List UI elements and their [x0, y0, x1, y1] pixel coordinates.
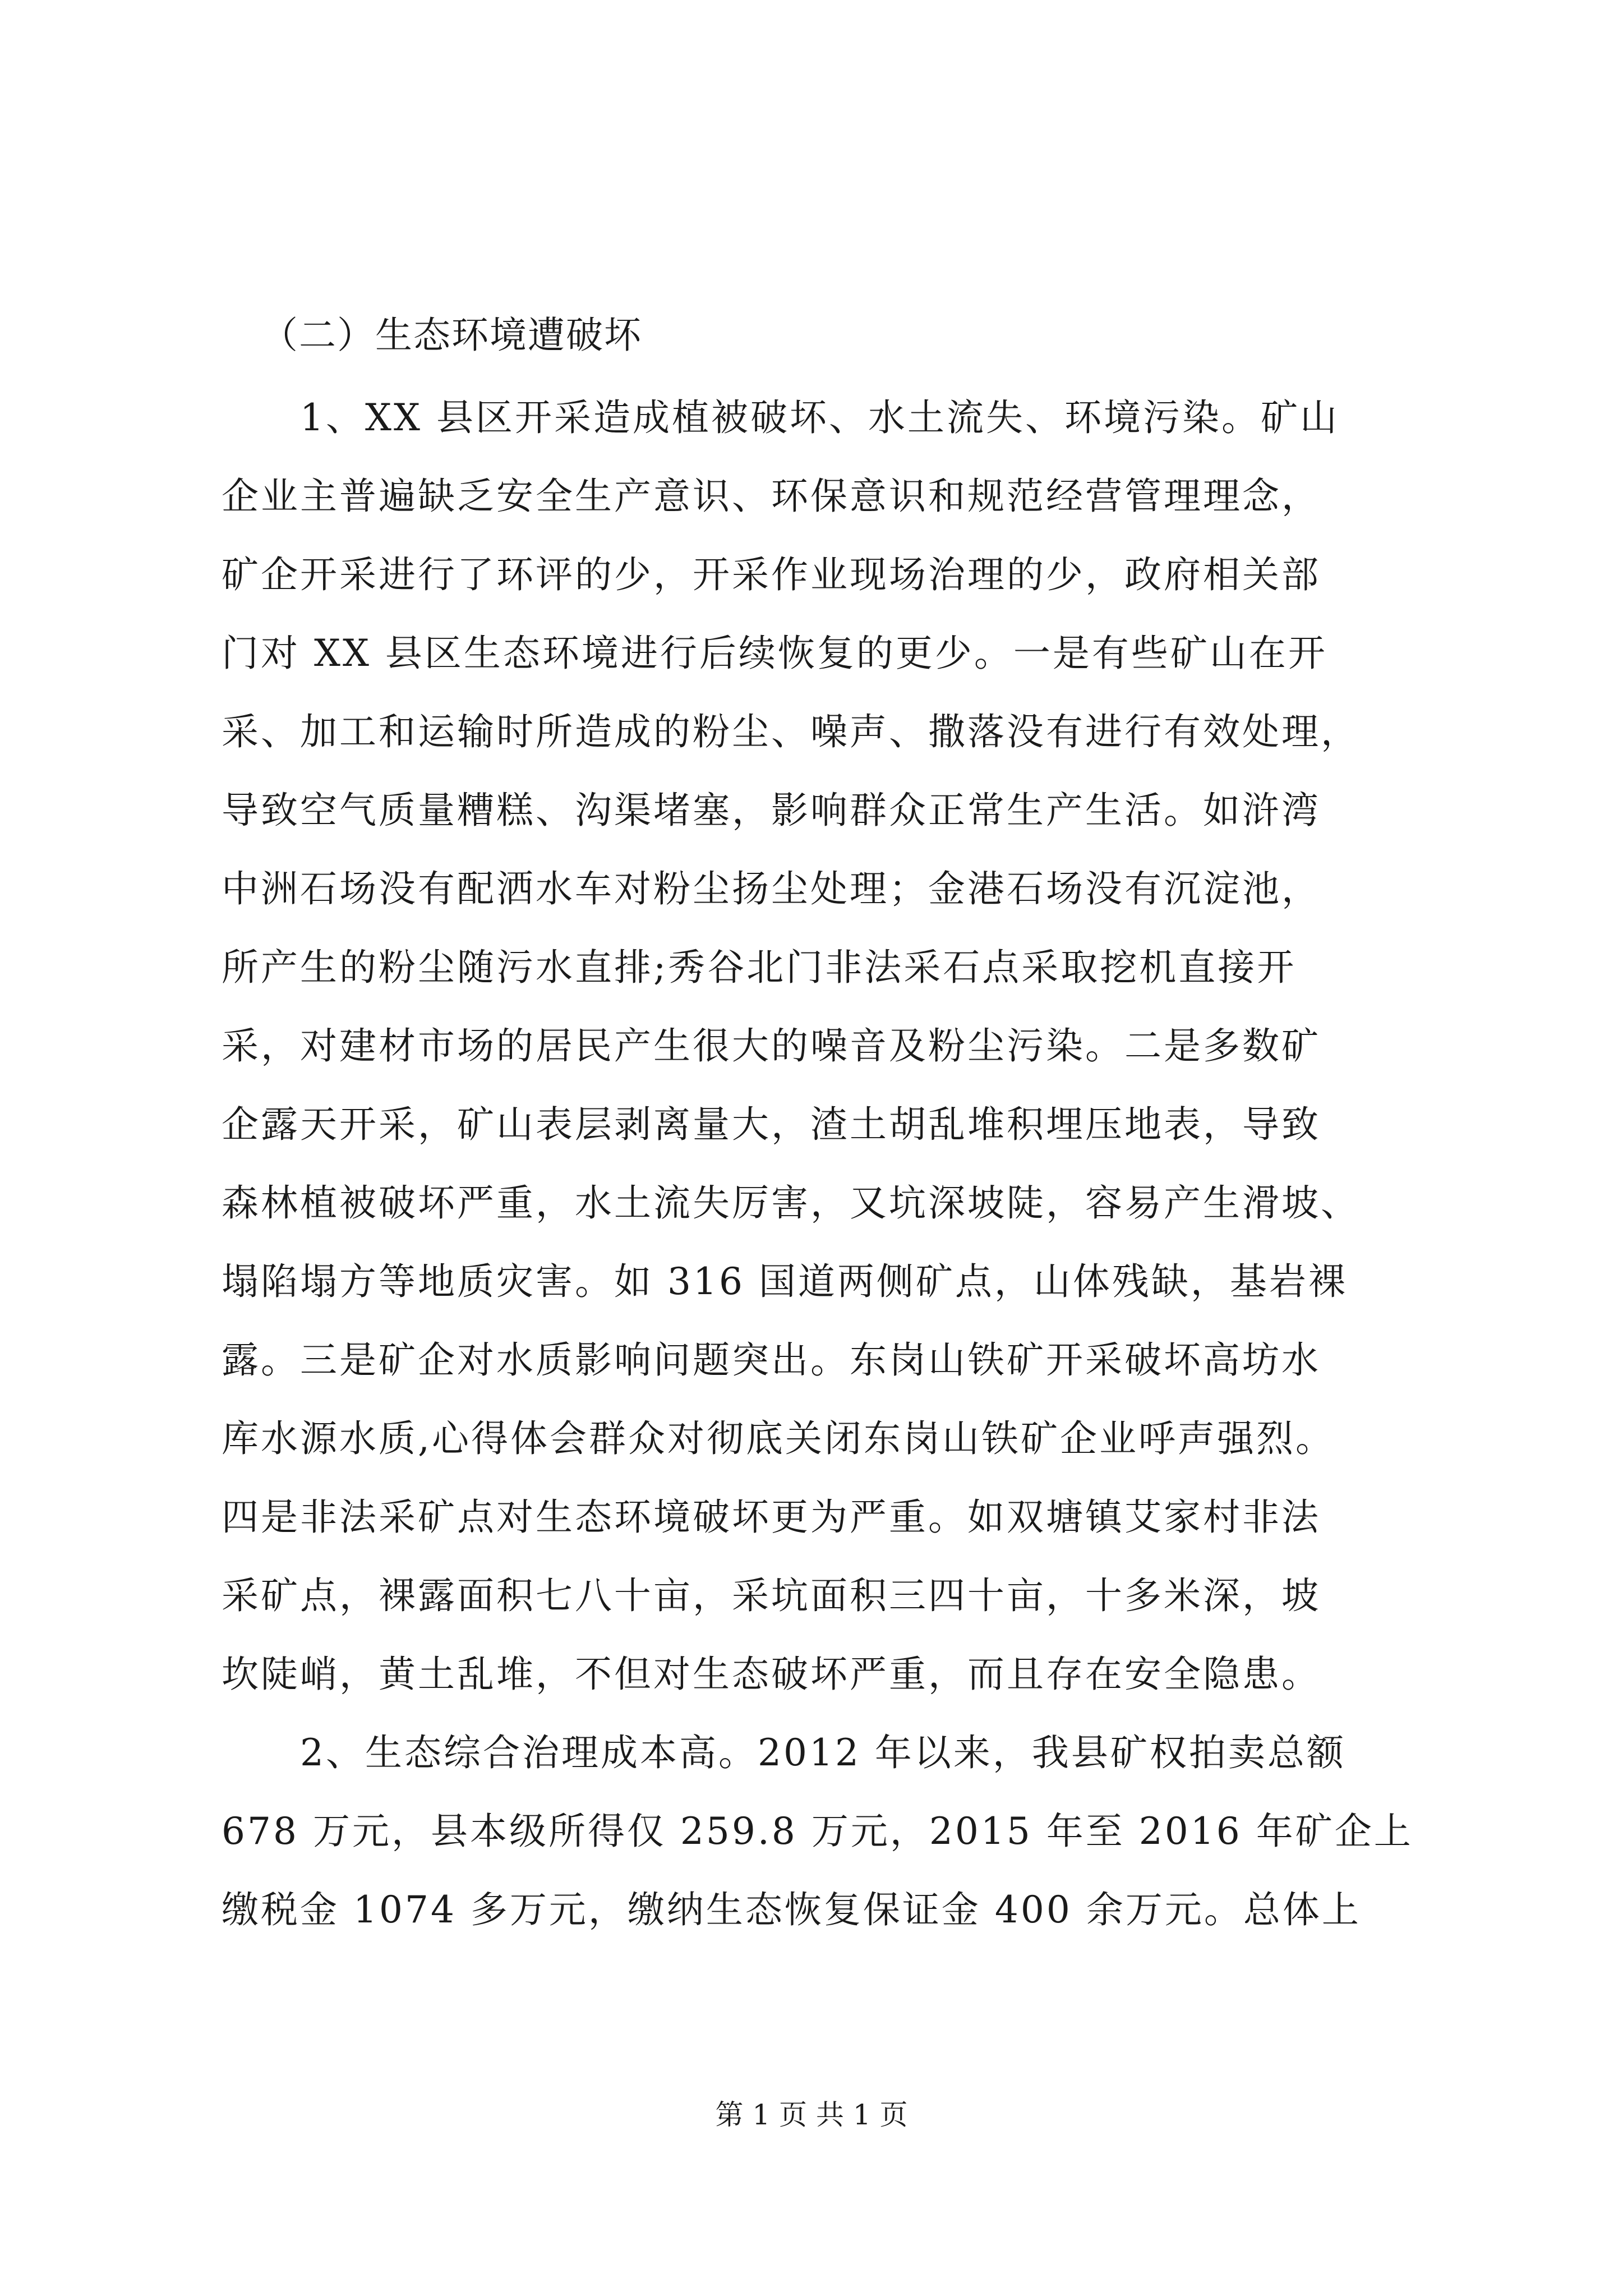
text-line: 森林植被破坏严重，水土流失厉害，又坑深坡陡，容易产生滑坡、 — [222, 1181, 1360, 1225]
text-line: 塌陷塌方等地质灾害。如 316 国道两侧矿点，山体残缺，基岩裸 — [222, 1260, 1348, 1303]
text-line: 导致空气质量糟糕、沟渠堵塞，影响群众正常生产生活。如浒湾 — [222, 789, 1321, 832]
text-line: 坎陡峭，黄土乱堆，不但对生态破坏严重，而且存在安全隐患。 — [222, 1653, 1321, 1696]
text-line: 企露天开采，矿山表层剥离量大，渣土胡乱堆积埋压地表，导致 — [222, 1103, 1321, 1146]
text-line: 库水源水质,心得体会群众对彻底关闭东岗山铁矿企业呼声强烈。 — [222, 1417, 1335, 1460]
text-line: 缴税金 1074 多万元，缴纳生态恢复保证金 400 余万元。总体上 — [222, 1888, 1361, 1931]
text-line: 企业主普遍缺乏安全生产意识、环保意识和规范经营管理理念， — [222, 475, 1321, 518]
text-line: 四是非法采矿点对生态环境破坏更为严重。如双塘镇艾家村非法 — [222, 1496, 1321, 1539]
text-line: 1、XX 县区开采造成植被破坏、水土流失、环境污染。矿山 — [300, 396, 1339, 439]
text-line: 采、加工和运输时所造成的粉尘、噪声、撒落没有进行有效处理， — [222, 710, 1360, 753]
page-number-footer: 第 1 页 共 1 页 — [715, 2099, 908, 2131]
text-line: 采矿点，裸露面积七八十亩，采坑面积三四十亩，十多米深，坡 — [222, 1574, 1321, 1617]
text-line: 中洲石场没有配洒水车对粉尘扬尘处理；金港石场没有沉淀池， — [222, 867, 1321, 910]
text-line: 678 万元，县本级所得仅 259.8 万元，2015 年至 2016 年矿企上 — [222, 1810, 1413, 1853]
text-line: 矿企开采进行了环评的少，开采作业现场治理的少，政府相关部 — [222, 553, 1321, 596]
text-line: 采，对建材市场的居民产生很大的噪音及粉尘污染。二是多数矿 — [222, 1024, 1321, 1068]
text-line: 2、生态综合治理成本高。2012 年以来，我县矿权拍卖总额 — [300, 1731, 1346, 1774]
section-heading: （二）生态环境遭破坏 — [261, 314, 642, 357]
text-line: 门对 XX 县区生态环境进行后续恢复的更少。一是有些矿山在开 — [222, 632, 1327, 675]
text-line: 露。三是矿企对水质影响问题突出。东岗山铁矿开采破坏高坊水 — [222, 1338, 1321, 1382]
text-line: 所产生的粉尘随污水直排;秀谷北门非法采石点采取挖机直接开 — [222, 946, 1297, 989]
